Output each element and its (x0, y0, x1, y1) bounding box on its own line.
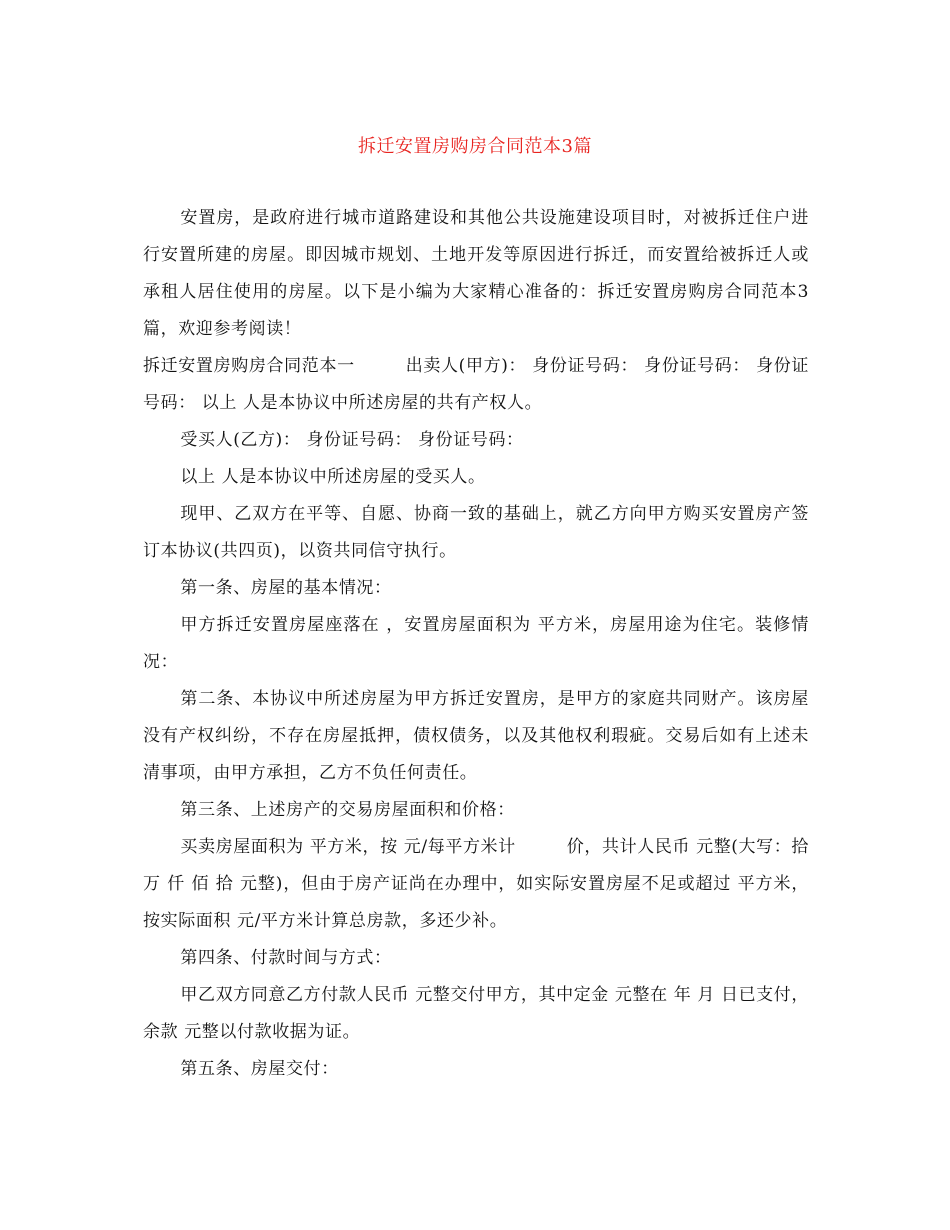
article-3-heading: 第三条、上述房产的交易房屋面积和价格： (180, 800, 515, 820)
contract-one-parties-paragraph (143, 348, 809, 422)
seller-id-fields: 身份证号码： 身份证号码： 身份证号码： 以上 人是本协议中所述房屋的共有产权人。 (143, 356, 809, 413)
article-4-heading: 第四条、付款时间与方式： (180, 948, 392, 968)
article-3-price-prefix: 买卖房屋面积为 平方米，按 元/每平方米计 (180, 837, 516, 857)
contract-one-heading: 拆迁安置房购房合同范本一 (143, 356, 355, 376)
agreement-paragraph: 现甲、乙双方在平等、自愿、协商一致的基础上，就乙方向甲方购买安置房产签订本协议(共四页)，以资共同信守执行。 (143, 504, 809, 561)
article-3-body (143, 829, 809, 940)
article-1-body: 甲方拆迁安置房屋座落在 ，安置房屋面积为 平方米，房屋用途为住宅。装修情况： (143, 615, 809, 672)
buyer-paragraph: 受买人(乙方)： 身份证号码： 身份证号码： (180, 430, 524, 450)
intro-paragraph: 安置房，是政府进行城市道路建设和其他公共设施建设项目时，对被拆迁住户进行安置所建的房屋。即因城市规划、土地开发等原因进行拆迁，而安置给被拆迁人或承租人居住使用的房屋。以下是小编为大家精心准备的：拆迁安置房购房合同范本3篇，欢迎参考阅读！ (143, 208, 809, 339)
article-3-price-rest: 价，共计人民币 元整(大写：拾 万 仟 佰 拾 元整)，但由于房产证尚在办理中，如实际安置房屋不足或超过 平方米，按实际面积 元/平方米计算总房款，多还少补。 (143, 837, 809, 931)
buyer-note-paragraph: 以上 人是本协议中所述房屋的受买人。 (180, 467, 486, 487)
article-4-body: 甲乙双方同意乙方付款人民币 元整交付甲方，其中定金 元整在 年 月 日已支付，余款 元整以付款收据为证。 (143, 985, 809, 1042)
document-title: 拆迁安置房购房合同范本3篇 (358, 136, 592, 157)
seller-label: 出卖人(甲方)： (405, 356, 527, 376)
article-5-heading: 第五条、房屋交付： (180, 1059, 339, 1079)
article-2-body: 第二条、本协议中所述房屋为甲方拆迁安置房，是甲方的家庭共同财产。该房屋没有产权纠纷，不存在房屋抵押，债权债务，以及其他权利瑕疵。交易后如有上述未清事项，由甲方承担，乙方不负任何责任。 (143, 689, 809, 783)
article-1-heading: 第一条、房屋的基本情况： (180, 578, 392, 598)
document-body (143, 200, 809, 1088)
